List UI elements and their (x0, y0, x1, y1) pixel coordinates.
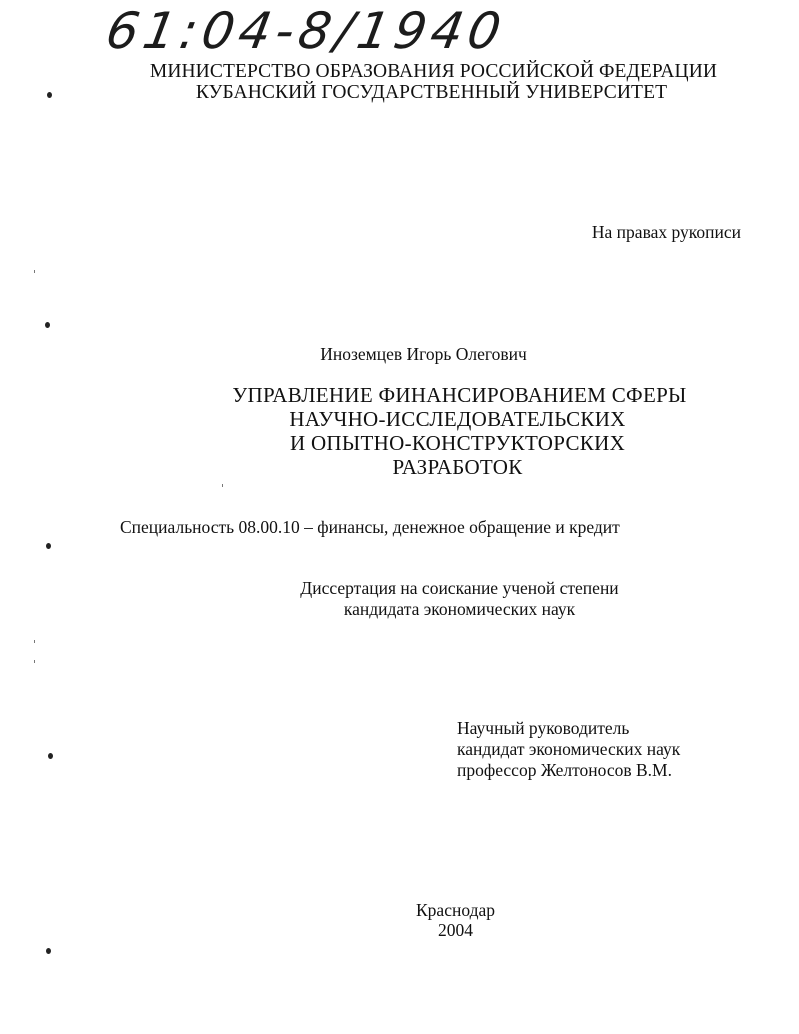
supervisor-degree: кандидат экономических наук (457, 739, 681, 759)
supervisor-role: Научный руководитель (457, 718, 630, 738)
degree-line-1: Диссертация на соискание ученой степени (300, 578, 619, 598)
scan-artifact (222, 484, 223, 487)
city: Краснодар (416, 900, 495, 920)
scan-artifact (48, 753, 53, 759)
handwritten-archive-number: 61:04-8/1940 (101, 2, 511, 60)
supervisor-name: профессор Желтоносов В.М. (457, 760, 672, 780)
title-line: НАУЧНО-ИССЛЕДОВАТЕЛЬСКИХ (289, 407, 626, 431)
title-line: УПРАВЛЕНИЕ ФИНАНСИРОВАНИЕМ СФЕРЫ (232, 383, 687, 407)
title-line: РАЗРАБОТОК (392, 455, 523, 479)
university-heading: КУБАНСКИЙ ГОСУДАРСТВЕННЫЙ УНИВЕРСИТЕТ (195, 82, 668, 103)
author-name: Иноземцев Игорь Олегович (320, 344, 527, 364)
scan-artifact (46, 543, 51, 549)
scan-artifact (34, 660, 35, 663)
ministry-heading: МИНИСТЕРСТВО ОБРАЗОВАНИЯ РОССИЙСКОЙ ФЕДЕРАЦИИ (149, 61, 718, 82)
year: 2004 (438, 920, 473, 940)
scan-artifact (45, 322, 50, 328)
scan-artifact (34, 270, 35, 273)
degree-line-2: кандидата экономических наук (343, 599, 576, 619)
title-line: И ОПЫТНО-КОНСТРУКТОРСКИХ (289, 431, 626, 455)
scan-artifact (34, 640, 35, 643)
specialty-line: Специальность 08.00.10 – финансы, денежное обращение и кредит (120, 517, 620, 537)
scan-artifact (47, 92, 52, 98)
scan-artifact (46, 948, 51, 954)
rights-note: На правах рукописи (591, 222, 741, 242)
